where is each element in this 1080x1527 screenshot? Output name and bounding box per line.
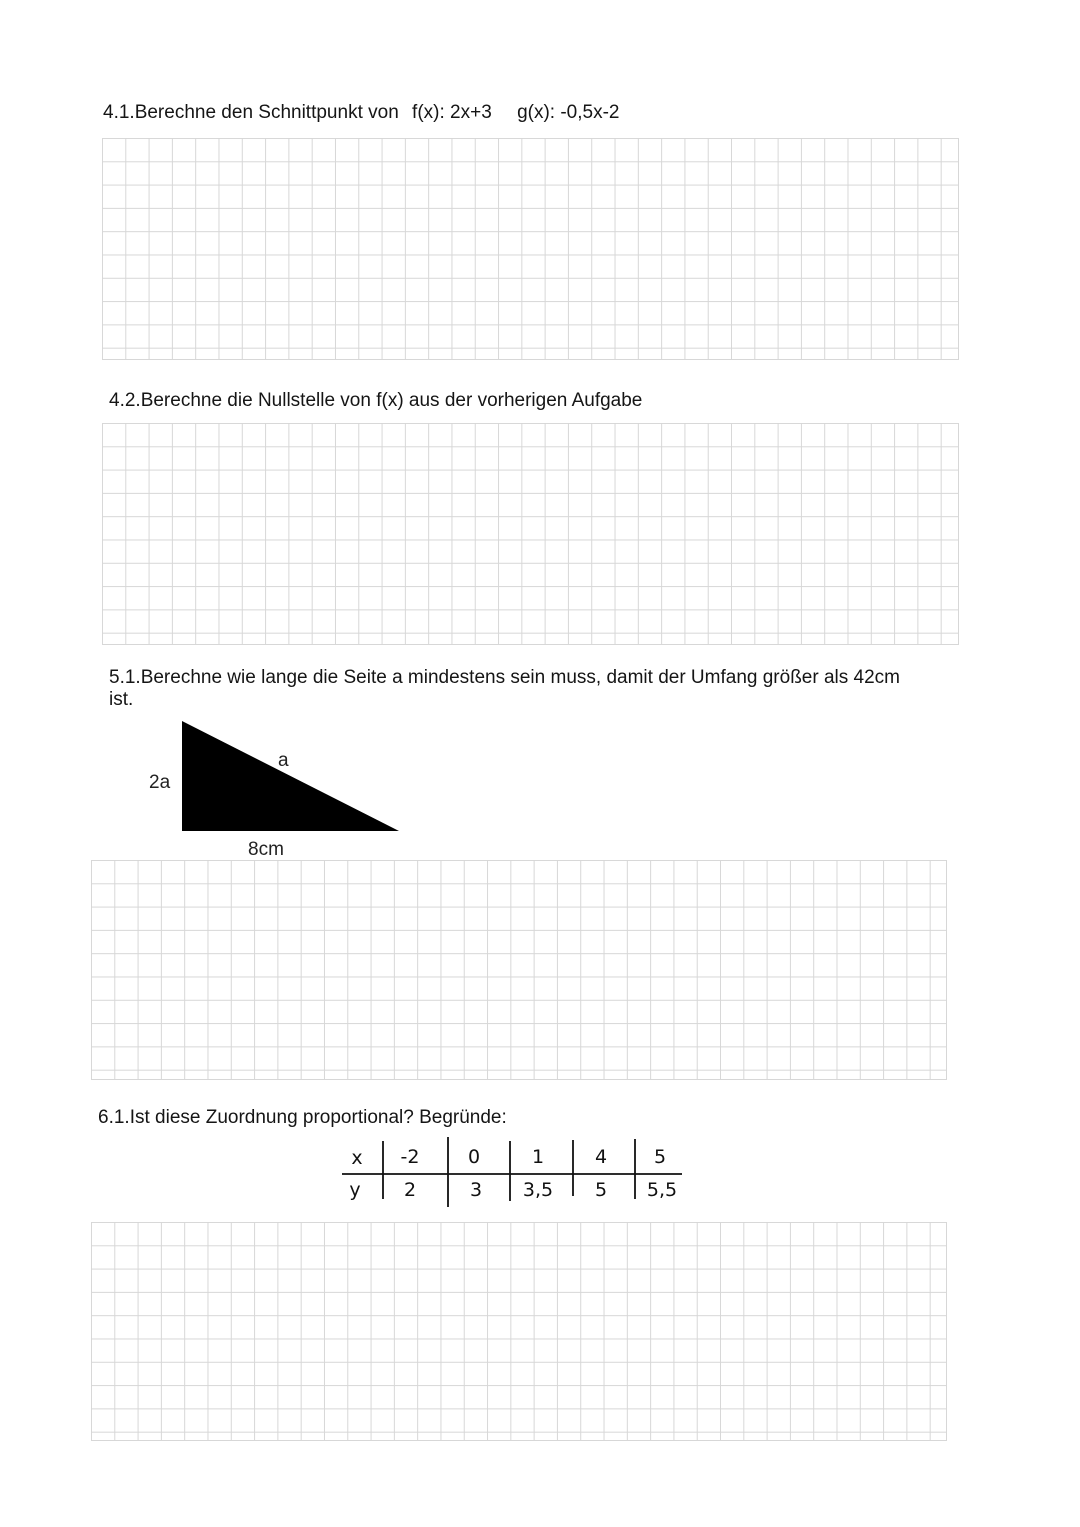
answer-grid-4-2[interactable] xyxy=(102,423,959,645)
answer-grid-5-1[interactable] xyxy=(91,860,947,1080)
table-x-label: x xyxy=(351,1147,363,1169)
answer-grid-4-1[interactable] xyxy=(102,138,959,360)
table-y-value: 2 xyxy=(403,1179,417,1201)
triangle-figure xyxy=(180,718,402,834)
table-y-label: y xyxy=(349,1179,361,1201)
table-y-value: 3,5 xyxy=(522,1179,554,1201)
table-y-value: 5,5 xyxy=(646,1179,678,1201)
label-base-8cm: 8cm xyxy=(248,839,284,860)
task-4-1-heading xyxy=(103,102,619,124)
table-x-value: 4 xyxy=(594,1146,608,1168)
value-table xyxy=(330,1135,710,1210)
table-x-value: 1 xyxy=(531,1146,545,1168)
label-hypotenuse-a: a xyxy=(278,750,289,771)
table-x-value: 0 xyxy=(467,1146,481,1168)
function-g: g(x): -0,5x-2 xyxy=(517,102,620,123)
label-side-2a: 2a xyxy=(149,772,171,793)
task-4-1-text: 4.1.Berechne den Schnittpunkt von xyxy=(103,102,399,123)
task-5-1-heading-line2: ist. xyxy=(109,689,134,710)
answer-grid-6-1[interactable] xyxy=(91,1222,947,1441)
table-y-value: 5 xyxy=(594,1179,608,1201)
right-triangle xyxy=(182,721,399,831)
table-x-value: -2 xyxy=(400,1146,420,1168)
table-x-value: 5 xyxy=(653,1146,667,1168)
table-y-value: 3 xyxy=(469,1179,483,1201)
function-f: f(x): 2x+3 xyxy=(412,102,492,123)
task-5-1-heading-line1: 5.1.Berechne wie lange die Seite a mindestens sein muss, damit der Umfang größer als 42cm xyxy=(109,667,901,688)
task-6-1-heading: 6.1.Ist diese Zuordnung proportional? Begründe: xyxy=(98,1107,507,1128)
task-4-2-heading: 4.2.Berechne die Nullstelle von f(x) aus der vorherigen Aufgabe xyxy=(109,390,643,411)
